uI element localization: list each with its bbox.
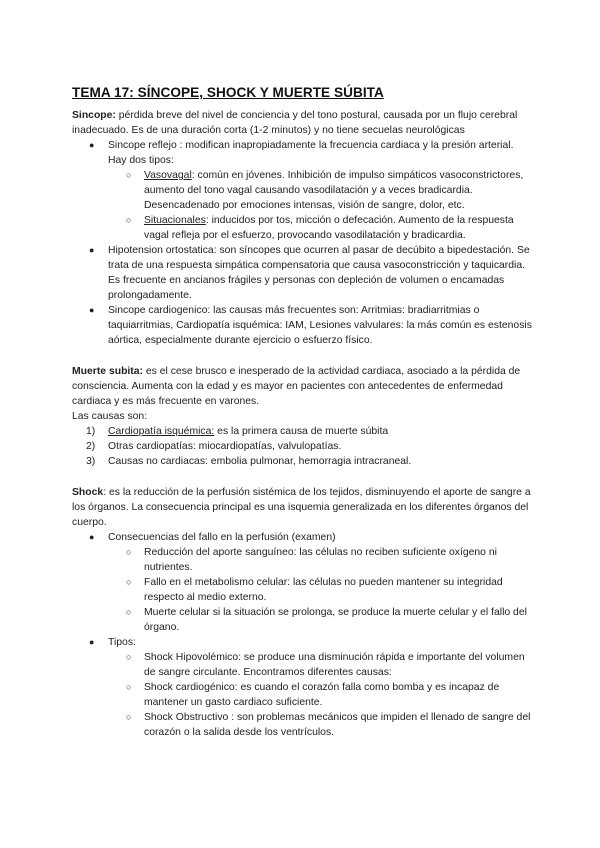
list-item-consecuencia: ○ Muerte celular si la situación se prolonga, se produce la muerte celular y el fallo del órgano. (126, 607, 527, 633)
bullet-icon: ● (89, 245, 95, 255)
list-item-consecuencias: ● Consecuencias del fallo en la perfusión (examen) (89, 532, 336, 543)
muerte-term: Muerte subita: (72, 366, 144, 377)
circle-bullet-icon: ○ (126, 547, 132, 557)
list-item-causa: 3) Causas no cardiacas: embolia pulmonar, hemorragia intracraneal. (86, 456, 412, 467)
shock-term: Shock (72, 487, 104, 498)
list-item-situacionales: ○ Situacionales: inducidos por tos, micción o defecación. Aumento de la respuesta vagal refleja por el esfuerzo, provocando vasodilatación y bradicardia. (126, 215, 514, 241)
bullet-icon: ● (89, 532, 95, 542)
circle-bullet-icon: ○ (126, 215, 132, 225)
bullet-icon: ● (89, 140, 95, 150)
list-item-consecuencia: ○ Fallo en el metabolismo celular: las células no pueden mantener su integridad respecto al medio externo. (126, 577, 503, 603)
list-item-consecuencia: ○ Reducción del aporte sanguíneo: las células no reciben suficiente oxígeno ni nutrientes. (126, 547, 497, 573)
page-title: TEMA 17: SÍNCOPE, SHOCK Y MUERTE SÚBITA (72, 85, 384, 100)
document-page (72, 84, 534, 740)
muerte-definition: Muerte subita: es el cese brusco e inesperado de la actividad cardiaca, asociado a la pérdida de consciencia. Aumenta con la edad y es mayor en pacientes con antecedentes de enfermedad cardiaca y es más frecuente en varones. (72, 366, 521, 407)
bullet-icon: ● (89, 637, 95, 647)
circle-bullet-icon: ○ (126, 170, 132, 180)
bullet-icon: ● (89, 305, 95, 315)
list-item-tipos: ● Tipos: (89, 637, 136, 648)
list-item-vasovagal: ○ Vasovagal: común en jóvenes. Inhibición de impulso simpáticos vasoconstrictores, aumento del tono vagal causando vasodilatación y a veces bradicardia. Desencadenado por emociones intensas, visión de sangre, dolor, etc. (126, 170, 524, 211)
sincope-term: Sincope: (72, 110, 116, 121)
causas-intro: Las causas son: (72, 411, 148, 422)
shock-definition: Shock: es la reducción de la perfusión sistémica de los tejidos, disminuyendo el aporte de sangre a los órganos. La consecuencia principal es una isquemia generalizada en los diferentes órganos del cuerpo. (72, 487, 531, 528)
list-item-cardiogenico: ● Sincope cardiogenico: las causas más frecuentes son: Arritmias: bradiarritmias o taquiarritmias, Cardiopatía isquémica: IAM, Lesiones valvulares: la más común es estenosis aórtica, especialmente durante ejercicio o esfuerzo físico. (89, 305, 532, 346)
list-item-hipotension: ● Hipotension ortostatica: son síncopes que ocurren al pasar de decúbito a bipedestación. Se trata de una respuesta simpática compensatoria que causa vasoconstricción y taquicardia. Es frecuente en ancianos frágiles y personas con depleción de volumen o encamadas prolongadamente. (89, 245, 530, 301)
circle-bullet-icon: ○ (126, 577, 132, 587)
sincope-definition: Sincope: pérdida breve del nivel de conciencia y del tono postural, causada por un flujo cerebral inadecuado. Es de una duración corta (1-2 minutos) y no tiene secuelas neurológicas (72, 110, 518, 136)
circle-bullet-icon: ○ (126, 607, 132, 617)
list-item-causa: 2) Otras cardiopatías: miocardiopatías, valvulopatías. (86, 441, 342, 452)
circle-bullet-icon: ○ (126, 682, 132, 692)
list-item-tipo: ○ Shock cardiogénico: es cuando el corazón falla como bomba y es incapaz de mantener un gasto cardiaco suficiente. (126, 682, 500, 708)
shock-section (72, 485, 534, 740)
list-item-tipo: ○ Shock Obstructivo : son problemas mecánicos que impiden el llenado de sangre del corazón o la salida desde los ventrículos. (126, 712, 531, 738)
circle-bullet-icon: ○ (126, 652, 132, 662)
circle-bullet-icon: ○ (126, 712, 132, 722)
list-item-tipo: ○ Shock Hipovolémico: se produce una disminución rápida e importante del volumen de sangre circulante. Encontramos diferentes causas: (126, 652, 525, 678)
list-item-sincope-reflejo: ● Sincope reflejo : modifican inapropiadamente la frecuencia cardiaca y la presión arterial. Hay dos tipos: (89, 140, 514, 166)
muerte-section (72, 364, 534, 469)
list-item-causa: 1) Cardiopatía isquémica: es la primera causa de muerte súbita (86, 426, 389, 437)
